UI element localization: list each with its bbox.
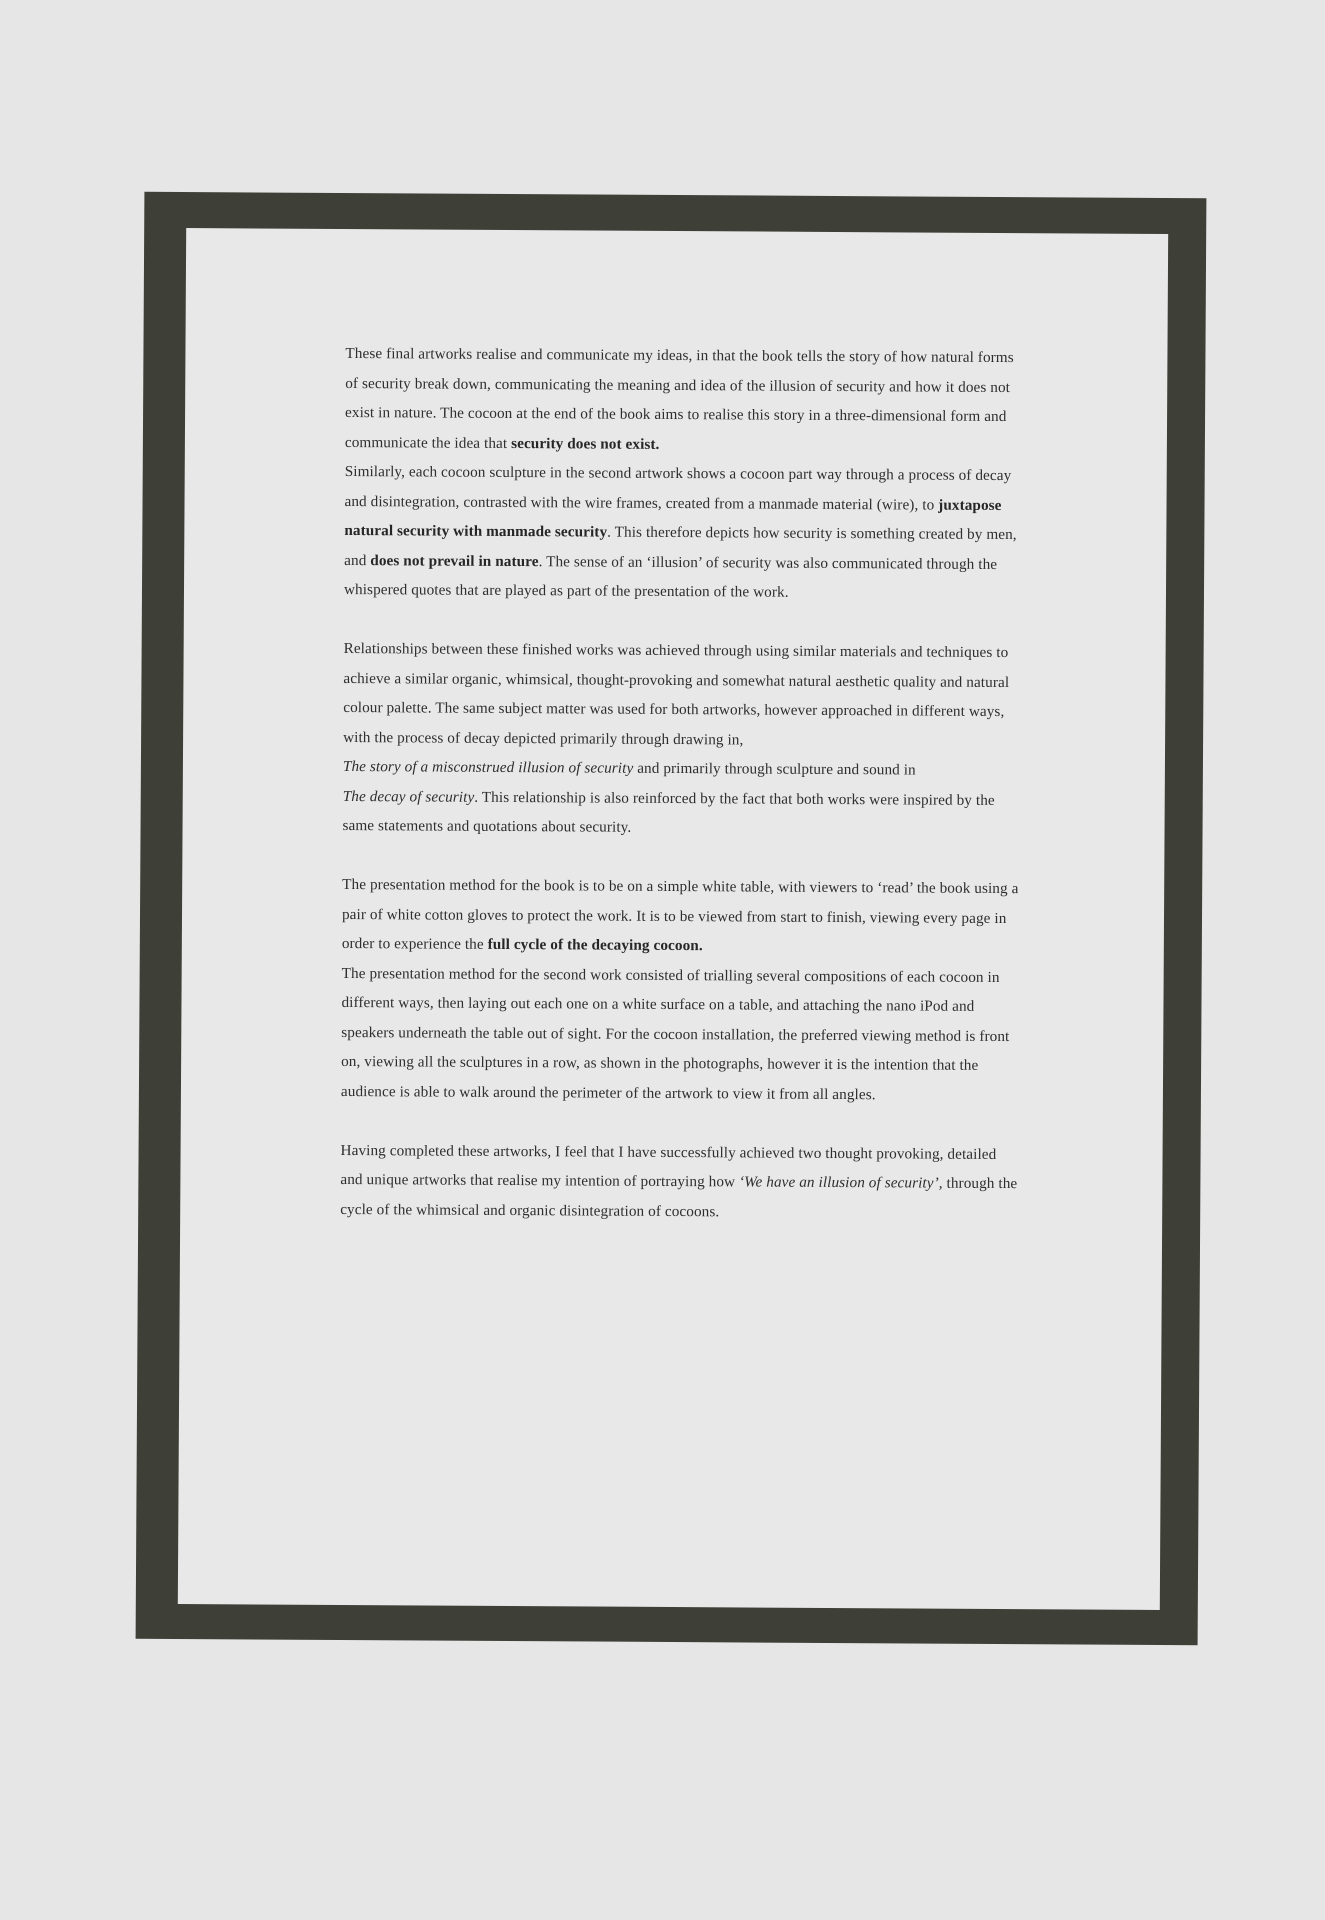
text-run: . This therefore depicts how security is something created by men, and [344,523,1017,569]
dark-mat-frame [136,192,1207,1645]
italic-title: The decay of security [342,787,475,806]
text-run: . The sense of an ‘illusion’ of security was also communicated through the whispered quotes that are played as part of the presentation of the work. [343,552,998,601]
bold-phrase: full cycle of the decaying cocoon. [487,935,703,955]
body-text [340,339,1025,1228]
bold-phrase: does not prevail in nature [370,551,539,570]
paragraph-relationships [342,634,1023,845]
text-run: Having completed these artworks, I feel that I have successfully achieved two thought provoking, detailed and unique artworks that realise my intention of portraying how [340,1141,997,1191]
bold-phrase: juxtapose natural security with manmade security [344,496,1002,541]
paragraph-second-work-presentation [341,958,1022,1110]
bold-phrase: security does not exist. [511,434,660,453]
paragraph-conclusion [340,1135,1021,1228]
text-run: and primarily through sculpture and sound in [633,759,916,779]
paragraph-cocoon-sculpture [344,457,1025,609]
paragraph-spacer [341,1106,1021,1140]
paragraph-book-story [345,339,1026,461]
paragraph-spacer [344,604,1024,638]
paragraph-book-presentation [342,870,1023,963]
text-run: The presentation method for the book is to be on a simple white table, with viewers to ‘read’ the book using a pair of white cotton gloves to protect the work. It is to be viewed from start to finish, viewing every page in order to experience the [341,875,1019,953]
italic-quote: ‘We have an illusion of security’, [738,1173,943,1192]
paper-sheet [178,228,1168,1610]
text-run: The presentation method for the second work consisted of trialling several compositions of each cocoon in different ways, then laying out each one on a white surface on a table, and attaching the nano iPod and speakers underneath the table out of sight. For the cocoon installation, the preferred viewing method is front on, viewing all the sculptures in a row, as shown in the photographs, however it is the intention that the audience is able to walk around the perimeter of the artwork to view it from all angles. [340,964,1010,1103]
italic-title: The story of a misconstrued illusion of security [342,757,634,777]
text-run: Relationships between these finished works was achieved through using similar materials and techniques to achieve a similar organic, whimsical, thought-provoking and somewhat natural aesthetic quality and natural colour palette. The same subject matter was used for both artworks, however approached in different ways, with the process of decay depicted primarily through drawing in, [343,639,1010,748]
paragraph-spacer [342,840,1022,874]
text-run: through the cycle of the whimsical and organic disintegration of cocoons. [340,1174,1018,1220]
text-run: Similarly, each cocoon sculpture in the second artwork shows a cocoon part way through a process of decay and disintegration, contrasted with the wire frames, created from a manmade material (wire), to [344,462,1012,514]
text-run: These final artworks realise and communicate my ideas, in that the book tells the story of how natural forms of security break down, communicating the meaning and idea of the illusion of security and how it does not exist in nature. The cocoon at the end of the book aims to realise this story in a three-dimensional form and communicate the idea that [344,345,1014,452]
text-run: . This relationship is also reinforced by the fact that both works were inspired by the same statements and quotations about security. [342,788,995,836]
